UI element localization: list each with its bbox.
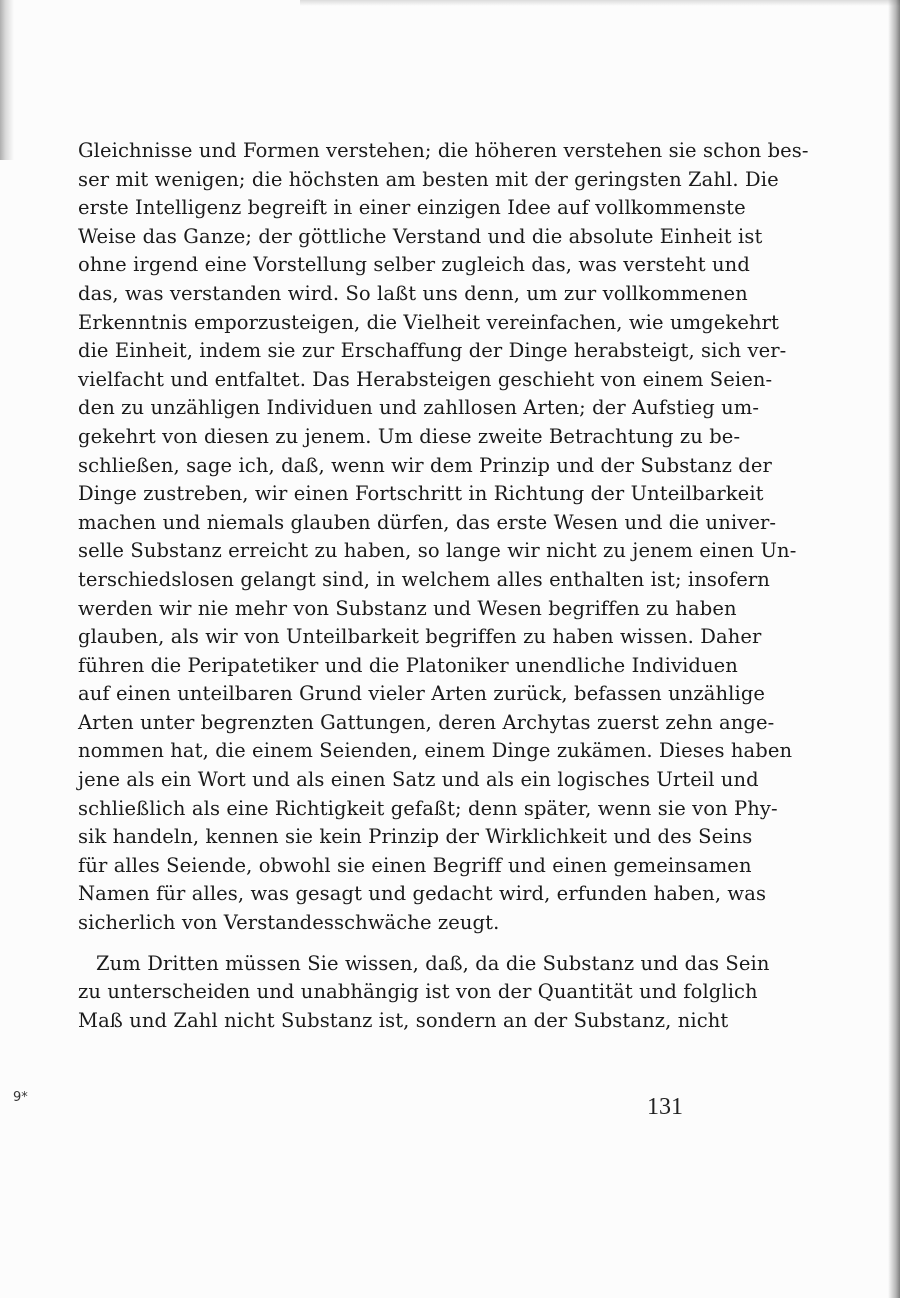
- paragraph-2: [78, 950, 770, 1036]
- text-line: Dinge zustreben, wir einen Fortschritt in Richtung der Unteilbarkeit: [78, 482, 764, 506]
- paragraph-gap: [78, 938, 709, 950]
- text-line: schließen, sage ich, daß, wenn wir dem Prinzip und der Substanz der: [78, 453, 772, 477]
- text-line: ohne irgend eine Vorstellung selber zugleich das, was versteht und: [78, 253, 750, 277]
- text-line: führen die Peripatetiker und die Platoniker unendliche Individuen: [78, 653, 738, 677]
- text-line: vielfacht und entfaltet. Das Herabsteigen geschieht von einem Seien-: [78, 367, 773, 391]
- text-line: das, was verstanden wird. So laßt uns denn, um zur vollkommenen: [78, 281, 748, 305]
- text-line: erste Intelligenz begreift in einer einzigen Idee auf vollkommenste: [78, 196, 746, 220]
- text-line: auf einen unteilbaren Grund vieler Arten zurück, befassen unzählige: [78, 682, 766, 706]
- text-line: selle Substanz erreicht zu haben, so lange wir nicht zu jenem einen Un-: [78, 539, 797, 563]
- text-line: Zum Dritten müssen Sie wissen, daß, da die Substanz und das Sein: [96, 951, 770, 975]
- text-line: schließlich als eine Richtigkeit gefaßt; denn später, wenn sie von Phy-: [78, 796, 778, 820]
- text-line: terschiedslosen gelangt sind, in welchem alles enthalten ist; insofern: [78, 567, 770, 591]
- scan-shadow-top: [300, 0, 900, 6]
- text-line: die Einheit, indem sie zur Erschaffung der Dinge herabsteigt, sich ver-: [78, 339, 787, 363]
- page-body-text: [78, 137, 809, 1035]
- text-line: zu unterscheiden und unabhängig ist von der Quantität und folglich: [78, 980, 758, 1004]
- scan-shadow-left: [0, 0, 14, 160]
- text-line: Gleichnisse und Formen verstehen; die höheren verstehen sie schon bes-: [78, 139, 809, 162]
- text-line: ser mit wenigen; die höchsten am besten mit der geringsten Zahl. Die: [78, 167, 779, 191]
- text-line: glauben, als wir von Unteilbarkeit begriffen zu haben wissen. Daher: [78, 625, 762, 649]
- text-line: Weise das Ganze; der göttliche Verstand und die absolute Einheit ist: [78, 224, 763, 248]
- text-line: Namen für alles, was gesagt und gedacht wird, erfunden haben, was: [78, 882, 767, 906]
- text-line: sicherlich von Verstandesschwäche zeugt.: [78, 911, 500, 935]
- text-line: machen und niemals glauben dürfen, das erste Wesen und die univer-: [78, 510, 777, 534]
- text-line: nommen hat, die einem Seienden, einem Dinge zukämen. Dieses haben: [78, 739, 793, 763]
- text-line: für alles Seiende, obwohl sie einen Begriff und einen gemeinsamen: [78, 853, 752, 877]
- text-line: Erkenntnis emporzusteigen, die Vielheit vereinfachen, wie umgekehrt: [78, 310, 779, 334]
- scan-shadow-right: [888, 0, 900, 1298]
- text-line: gekehrt von diesen zu jenem. Um diese zweite Betrachtung zu be-: [78, 424, 741, 448]
- text-line: werden wir nie mehr von Substanz und Wesen begriffen zu haben: [78, 596, 737, 620]
- text-line: Arten unter begrenzten Gattungen, deren Archytas zuerst zehn ange-: [78, 710, 775, 734]
- text-line: den zu unzähligen Individuen und zahllosen Arten; der Aufstieg um-: [78, 396, 760, 420]
- text-line: sik handeln, kennen sie kein Prinzip der Wirklichkeit und des Seins: [78, 825, 753, 849]
- signature-mark: 9*: [13, 1090, 28, 1105]
- paragraph-1: [78, 137, 809, 938]
- text-line: Maß und Zahl nicht Substanz ist, sondern an der Substanz, nicht: [78, 1008, 729, 1032]
- page-number: 131: [647, 1094, 683, 1120]
- text-line: jene als ein Wort und als einen Satz und als ein logisches Urteil und: [78, 768, 759, 792]
